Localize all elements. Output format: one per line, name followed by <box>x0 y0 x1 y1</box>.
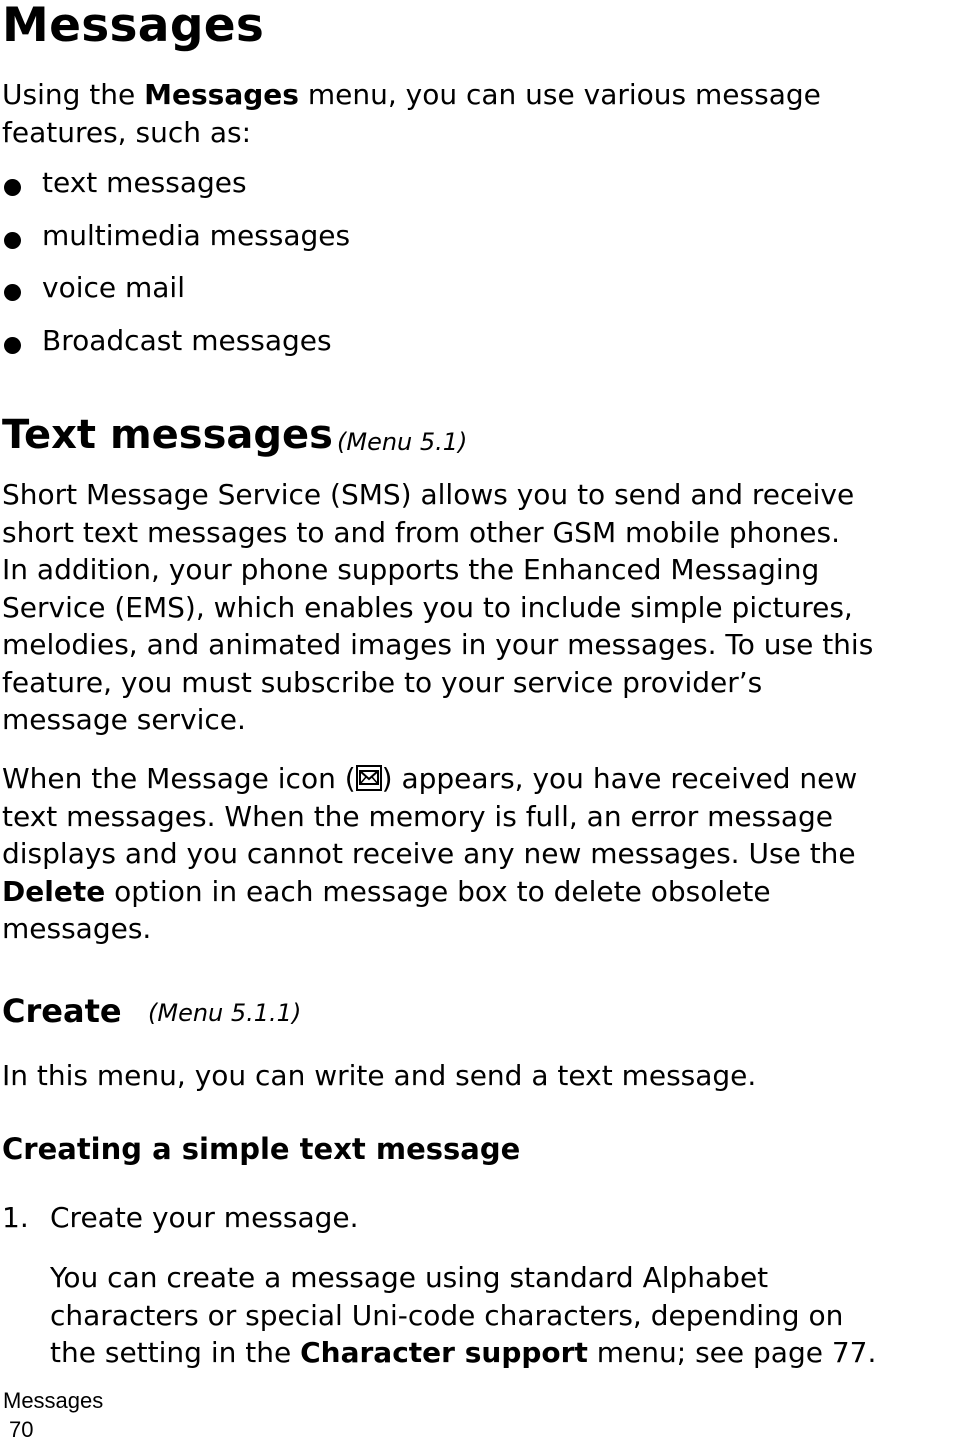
menu-ref-5-1: (Menu 5.1) <box>337 428 468 456</box>
intro-line-2: features, such as: <box>2 115 252 149</box>
menu-ref-5-1-1: (Menu 5.1.1) <box>148 999 302 1027</box>
page-title: Messages <box>2 0 265 53</box>
intro-line-1: Using the Messages menu, you can use various message <box>2 78 821 111</box>
create-description: In this menu, you can write and send a text message. <box>2 1059 757 1092</box>
delete-option-label: Delete <box>2 874 106 908</box>
intro-paragraph <box>2 76 821 151</box>
envelope-icon <box>356 765 382 791</box>
footer-section-name: Messages <box>3 1388 104 1413</box>
bullet-dot-icon <box>4 337 21 354</box>
footer-page-number: 70 <box>9 1417 34 1442</box>
bullet-dot-icon <box>4 179 21 196</box>
character-support-label: Character support <box>300 1336 588 1369</box>
step-detail-paragraph: You can create a message using standard Alphabet characters or special Uni-code characters, depending on the setting in the Character support menu; see page 77. <box>50 1261 877 1369</box>
message-icon-paragraph: When the Message icon ( ) appears, you have received new text messages. When the memory is full, an error message displays and you cannot receive any new messages. Use the Delete option in each message box to delete obsolete messages. <box>2 762 858 945</box>
section-heading-create: Create <box>2 992 122 1030</box>
step-number: 1. <box>2 1201 29 1234</box>
subheading-creating-simple-message: Creating a simple text message <box>2 1132 521 1166</box>
sms-paragraph: Short Message Service (SMS) allows you to send and receive short text messages to and from other GSM mobile phones. In addition, your phone supports the Enhanced Messaging Service (EMS), which enables you to include simple pictures, melodies, and animated images in your messages. To use this feature, you must subscribe to your service provider’s message service. <box>2 478 874 736</box>
step-text: Create your message. <box>50 1201 359 1234</box>
bullet-dot-icon <box>4 284 21 301</box>
intro-bold-messages: Messages <box>144 78 299 111</box>
bullet-dot-icon <box>4 232 21 249</box>
section-heading-text-messages: Text messages <box>2 412 333 458</box>
